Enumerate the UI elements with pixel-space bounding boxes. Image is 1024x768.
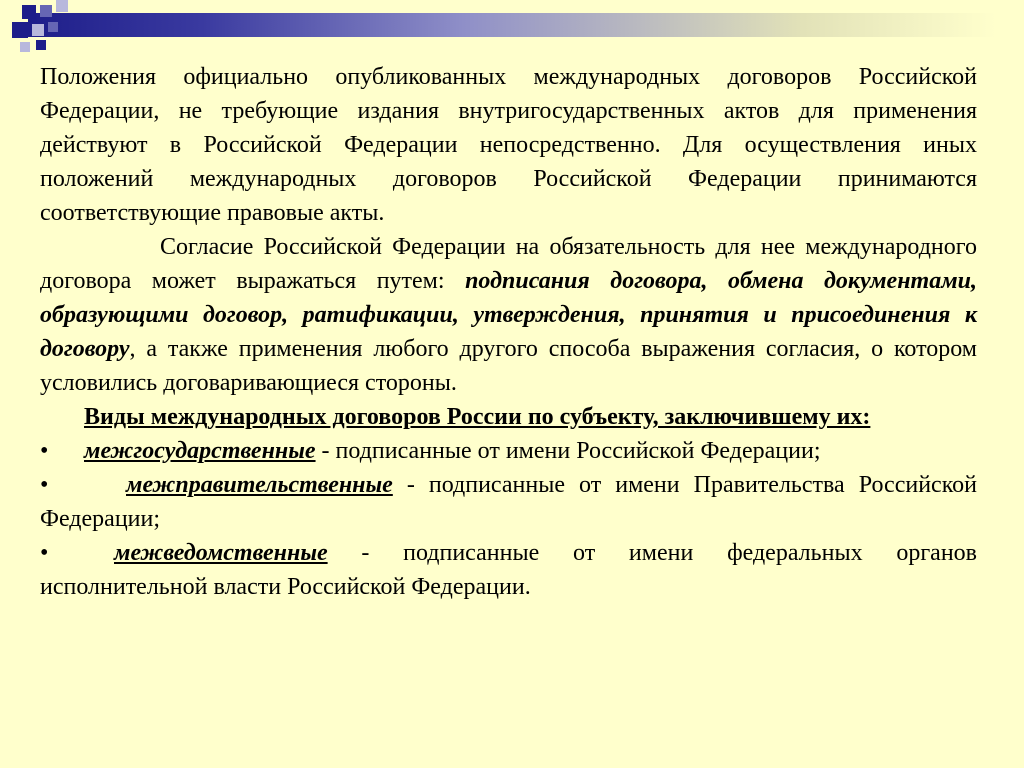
paragraph-direct-application: Положения официально опубликованных международных договоров Российской Федерации, не требующие издания внутригосударственных актов для применения действуют в Российской Федерации непосредственно. Для осуществления иных положений международных договоров Российской Федерации принимаются соответствующие правовые акты.	[40, 64, 977, 226]
treaty-type-desc: - подписанные от имени Правительства Российской Федерации;	[40, 472, 977, 532]
treaty-type-desc: - подписанные от имени федеральных органов исполнительной власти Российской Федерации.	[40, 540, 977, 600]
header-gradient-bar	[28, 13, 996, 37]
decor-square	[48, 22, 58, 32]
treaty-type-term: межгосударственные	[84, 438, 316, 464]
decor-square	[32, 24, 44, 36]
paragraph-consent	[40, 230, 977, 400]
consent-outro: , а также применения любого другого способа выражения согласия, о котором условились договаривающиеся стороны.	[40, 336, 977, 396]
section-heading: Виды международных договоров России по субъекту, заключившему их:	[84, 404, 871, 430]
bullet-marker: •	[40, 438, 49, 464]
bullet-marker: •	[40, 540, 49, 566]
list-item	[40, 468, 977, 536]
bullet-marker: •	[40, 472, 49, 498]
treaty-type-term: межправительственные	[126, 472, 393, 498]
treaty-type-desc: - подписанные от имени Российской Федерации;	[315, 438, 821, 464]
decor-square	[22, 5, 36, 19]
list-item	[40, 536, 977, 604]
decor-square	[40, 5, 52, 17]
list-item	[40, 434, 977, 468]
decor-square	[12, 22, 28, 38]
slide-content	[40, 60, 977, 604]
decor-square	[56, 0, 68, 12]
decor-square	[36, 40, 46, 50]
consent-methods: подписания договора, обмена документами, образующими договор, ратификации, утверждения, принятия и присоединения к договору	[40, 268, 977, 362]
consent-intro: Согласие Российской Федерации на обязательность для нее международного договора может выражаться путем:	[40, 234, 977, 294]
decor-square	[20, 42, 30, 52]
treaty-type-term: межведомственные	[114, 540, 328, 566]
